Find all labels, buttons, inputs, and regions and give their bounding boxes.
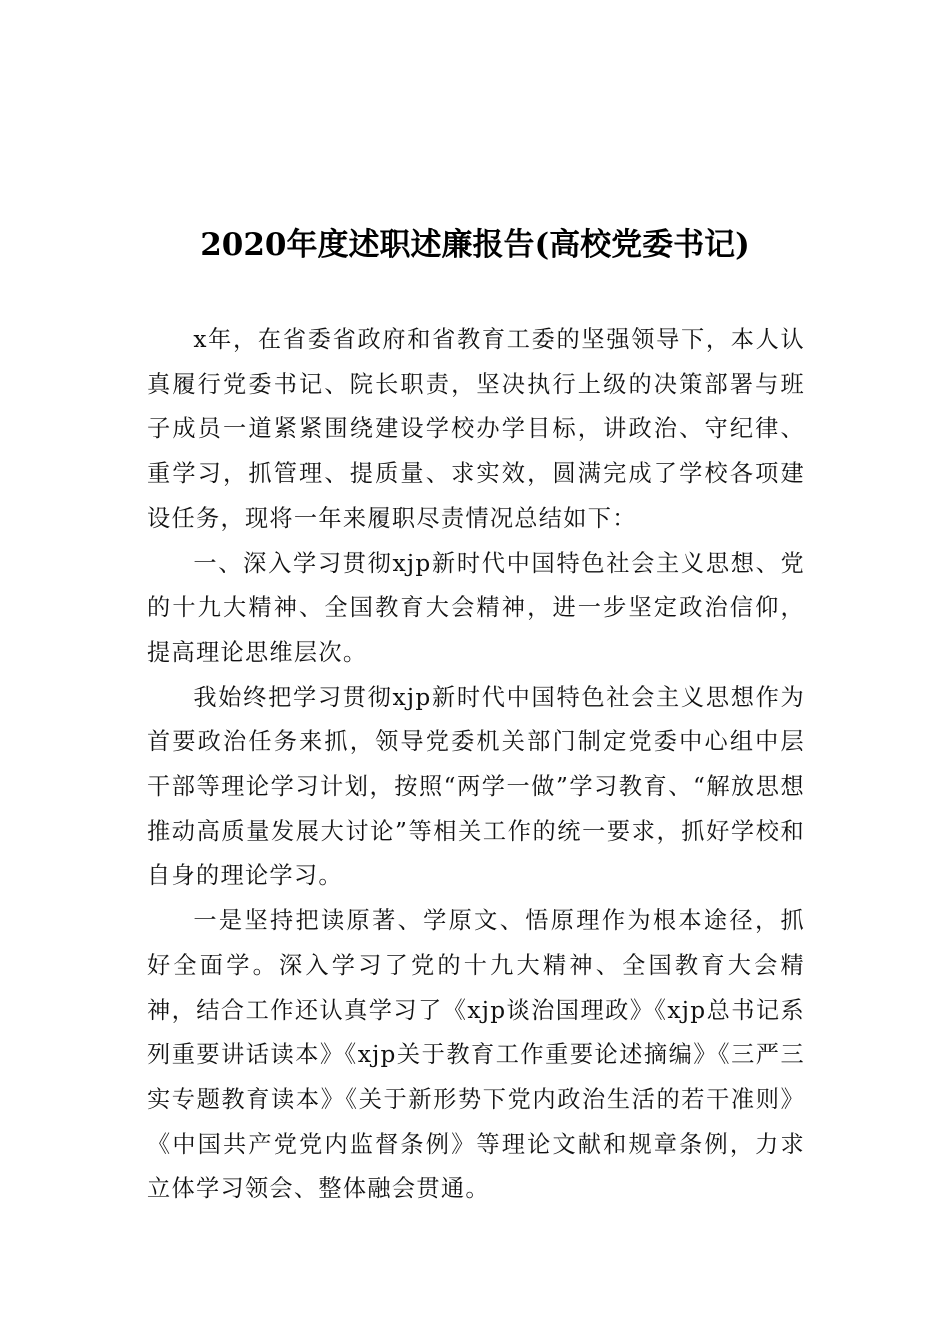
paragraph-study-plan: 我始终把学习贯彻xjp新时代中国特色社会主义思想作为首要政治任务来抓，领导党委机关部门制定党委中心组中层干部等理论学习计划，按照“两学一做”学习教育、“解放思想推动高质量发展大讨论”等相关工作的统一要求，抓好学校和自身的理论学习。 xyxy=(147,683,805,890)
paragraph-reading-originals: 一是坚持把读原著、学原文、悟原理作为根本途径，抓好全面学。深入学习了党的十九大精神、全国教育大会精神，结合工作还认真学习了《xjp谈治国理政》《xjp总书记系列重要讲话读本》《xjp关于教育工作重要论述摘编》《三严三实专题教育读本》《关于新形势下党内政治生活的若干准则》《中国共产党党内监督条例》等理论文献和规章条例，力求立体学习领会、整体融会贯通。 xyxy=(147,907,806,1203)
document-title: 2020年度述职述廉报告(高校党委书记) xyxy=(200,227,750,263)
paragraph-section-heading: 一、深入学习贯彻xjp新时代中国特色社会主义思想、党的十九大精神、全国教育大会精神，进一步坚定政治信仰，提高理论思维层次。 xyxy=(147,549,805,666)
document-body xyxy=(147,318,805,1212)
paragraph-intro: x年，在省委省政府和省教育工委的坚强领导下，本人认真履行党委书记、院长职责，坚决执行上级的决策部署与班子成员一道紧紧围绕建设学校办学目标，讲政治、守纪律、重学习，抓管理、提质量、求实效，圆满完成了学校各项建设任务，现将一年来履职尽责情况总结如下： xyxy=(147,326,805,532)
